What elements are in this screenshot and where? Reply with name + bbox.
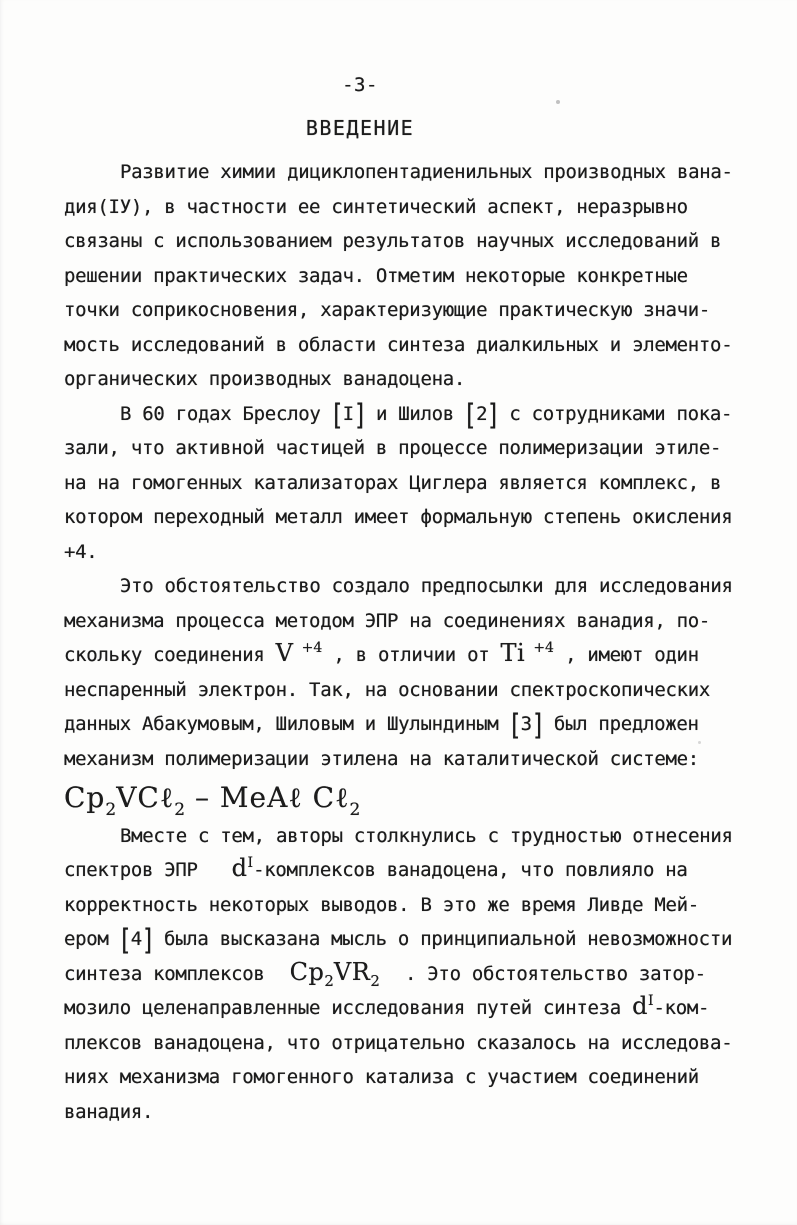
text-segment: скольку соединения [64, 644, 276, 666]
text-line [64, 853, 797, 888]
subscript: 2 [174, 800, 186, 820]
scan-speck [556, 100, 560, 104]
text-line: механизма процесса методом ЭПР на соединениях ванадия, по- [64, 609, 711, 632]
text-segment: спектров ЭПР [64, 859, 198, 881]
catalytic-system-formula [64, 781, 797, 820]
formula-part: MeAℓ Cℓ [219, 781, 350, 814]
paragraph-4 [64, 819, 797, 1130]
citation-number: I [342, 402, 354, 425]
bracket-left: [ [510, 707, 520, 743]
citation-number: 4 [130, 928, 142, 950]
paragraph-2 [64, 397, 797, 570]
citation-2 [465, 397, 498, 432]
bracket-right: ] [143, 922, 152, 958]
text-line: корректность некоторых выводов. В это же время Ливде Мей- [64, 893, 699, 916]
paragraph-1 [64, 155, 797, 397]
text-segment: ером [64, 928, 120, 950]
text-segment: мозило целенаправленные исследования путей синтеза [64, 997, 633, 1019]
citation-number: 2 [476, 402, 488, 425]
bracket-right: ] [488, 397, 498, 432]
formula-d1-complex [232, 854, 253, 882]
text-segment: с сотрудниками пока- [498, 402, 733, 425]
text-line: ниях механизма гомогенного катализа с участием соединений [64, 1066, 699, 1088]
bracket-left: [ [332, 397, 342, 432]
formula-cp2vr2 [289, 957, 380, 990]
subscript: 2 [370, 971, 380, 990]
oxidation-state: +4 [533, 640, 554, 656]
text-line: Это обстоятельство создало предпосылки для исследования [120, 575, 733, 597]
scan-speck [698, 741, 701, 744]
formula-titanium-ion [501, 639, 554, 667]
text-line: точки соприкосновения, характеризующие практическую значи- [64, 299, 711, 321]
text-line: зали, что активной частицей в процессе полимеризации этиле- [64, 437, 722, 459]
text-line: связаны с использованием результатов научных исследований в [64, 230, 722, 252]
superscript: I [247, 855, 254, 871]
bracket-right: ] [532, 707, 542, 743]
subscript: 2 [105, 800, 117, 820]
text-line [64, 707, 797, 742]
paragraph-3 [64, 569, 797, 819]
text-segment: данных Абакумовым, Шиловым и Шулындиным [64, 713, 510, 735]
text-segment: -ком- [653, 997, 710, 1019]
text-line [64, 638, 797, 673]
formula-handwritten [64, 781, 361, 820]
element-symbol: V [275, 639, 294, 667]
text-segment: и Шилов [364, 402, 466, 425]
text-line: мость исследований в области синтеза диалкильных и элементо- [64, 333, 733, 356]
text-segment: был предложен [542, 713, 699, 735]
bracket-left: [ [120, 922, 130, 958]
text-line [64, 957, 797, 992]
formula-vanadium-ion [276, 639, 323, 667]
text-line: Вместе с тем, авторы столкнулись с трудностью отнесения [120, 824, 733, 847]
citation-number: 3 [520, 713, 532, 735]
orbital-symbol: d [632, 992, 648, 1020]
text-line [64, 991, 797, 1026]
element-symbol: Ti [500, 639, 526, 667]
page-header [64, 72, 656, 141]
citation-3 [510, 707, 543, 743]
superscript: I [647, 993, 654, 1009]
scan-speck [214, 272, 217, 275]
citation-1 [332, 397, 365, 432]
text-line: на на гомогенных катализаторах Циглера является комплекс, в [64, 471, 722, 494]
text-line: Развитие химии дициклопентадиенильных производных вана- [120, 161, 733, 183]
text-segment: , имеют один [553, 644, 699, 666]
bracket-right: ] [355, 397, 364, 432]
formula-part: Cp [64, 781, 106, 814]
page-number: -3- [342, 74, 378, 96]
text-line: +4. [64, 540, 98, 563]
text-segment: была высказана мысль о принципиальной невозможности [152, 928, 733, 950]
orbital-symbol: d [231, 854, 248, 882]
text-segment: -комплексов ванадоцена, что повлияло на [253, 859, 688, 881]
text-segment: В 60 годах Бреслоу [120, 402, 332, 425]
text-line: органических производных ванадоцена. [64, 368, 466, 390]
formula-dash: – [185, 781, 220, 814]
text-line: механизм полимеризации этилена на каталитической системе: [64, 747, 699, 770]
document-title: ВВЕДЕНИЕ [305, 116, 415, 140]
text-segment: , в отличии от [322, 644, 501, 666]
text-line [64, 922, 797, 957]
subscript: 2 [324, 971, 334, 990]
text-segment: синтеза комплексов [64, 962, 276, 985]
subscript: 2 [349, 800, 361, 820]
text-segment: . Это обстоятельство затор- [393, 962, 706, 985]
bracket-left: [ [466, 397, 475, 432]
text-line: ванадия. [64, 1100, 154, 1123]
text-line: плексов ванадоцена, что отрицательно сказалось на исследова- [64, 1031, 733, 1054]
text-line: дия(IУ), в частности ее синтетический аспект, неразрывно [64, 195, 688, 218]
oxidation-state: +4 [301, 640, 323, 656]
formula-part: VR [333, 957, 371, 986]
text-line: неспаренный электрон. Так, на основании спектроскопических [64, 678, 711, 701]
formula-part: Cp [289, 957, 325, 986]
formula-part: VCℓ [116, 781, 175, 814]
text-line: котором переходный металл имеет формальную степень окисления [64, 506, 733, 528]
text-line [64, 397, 797, 432]
formula-d1-complex [632, 992, 653, 1020]
text-line: решении практических задач. Отметим некоторые конкретные [64, 264, 688, 287]
citation-4 [120, 922, 153, 958]
